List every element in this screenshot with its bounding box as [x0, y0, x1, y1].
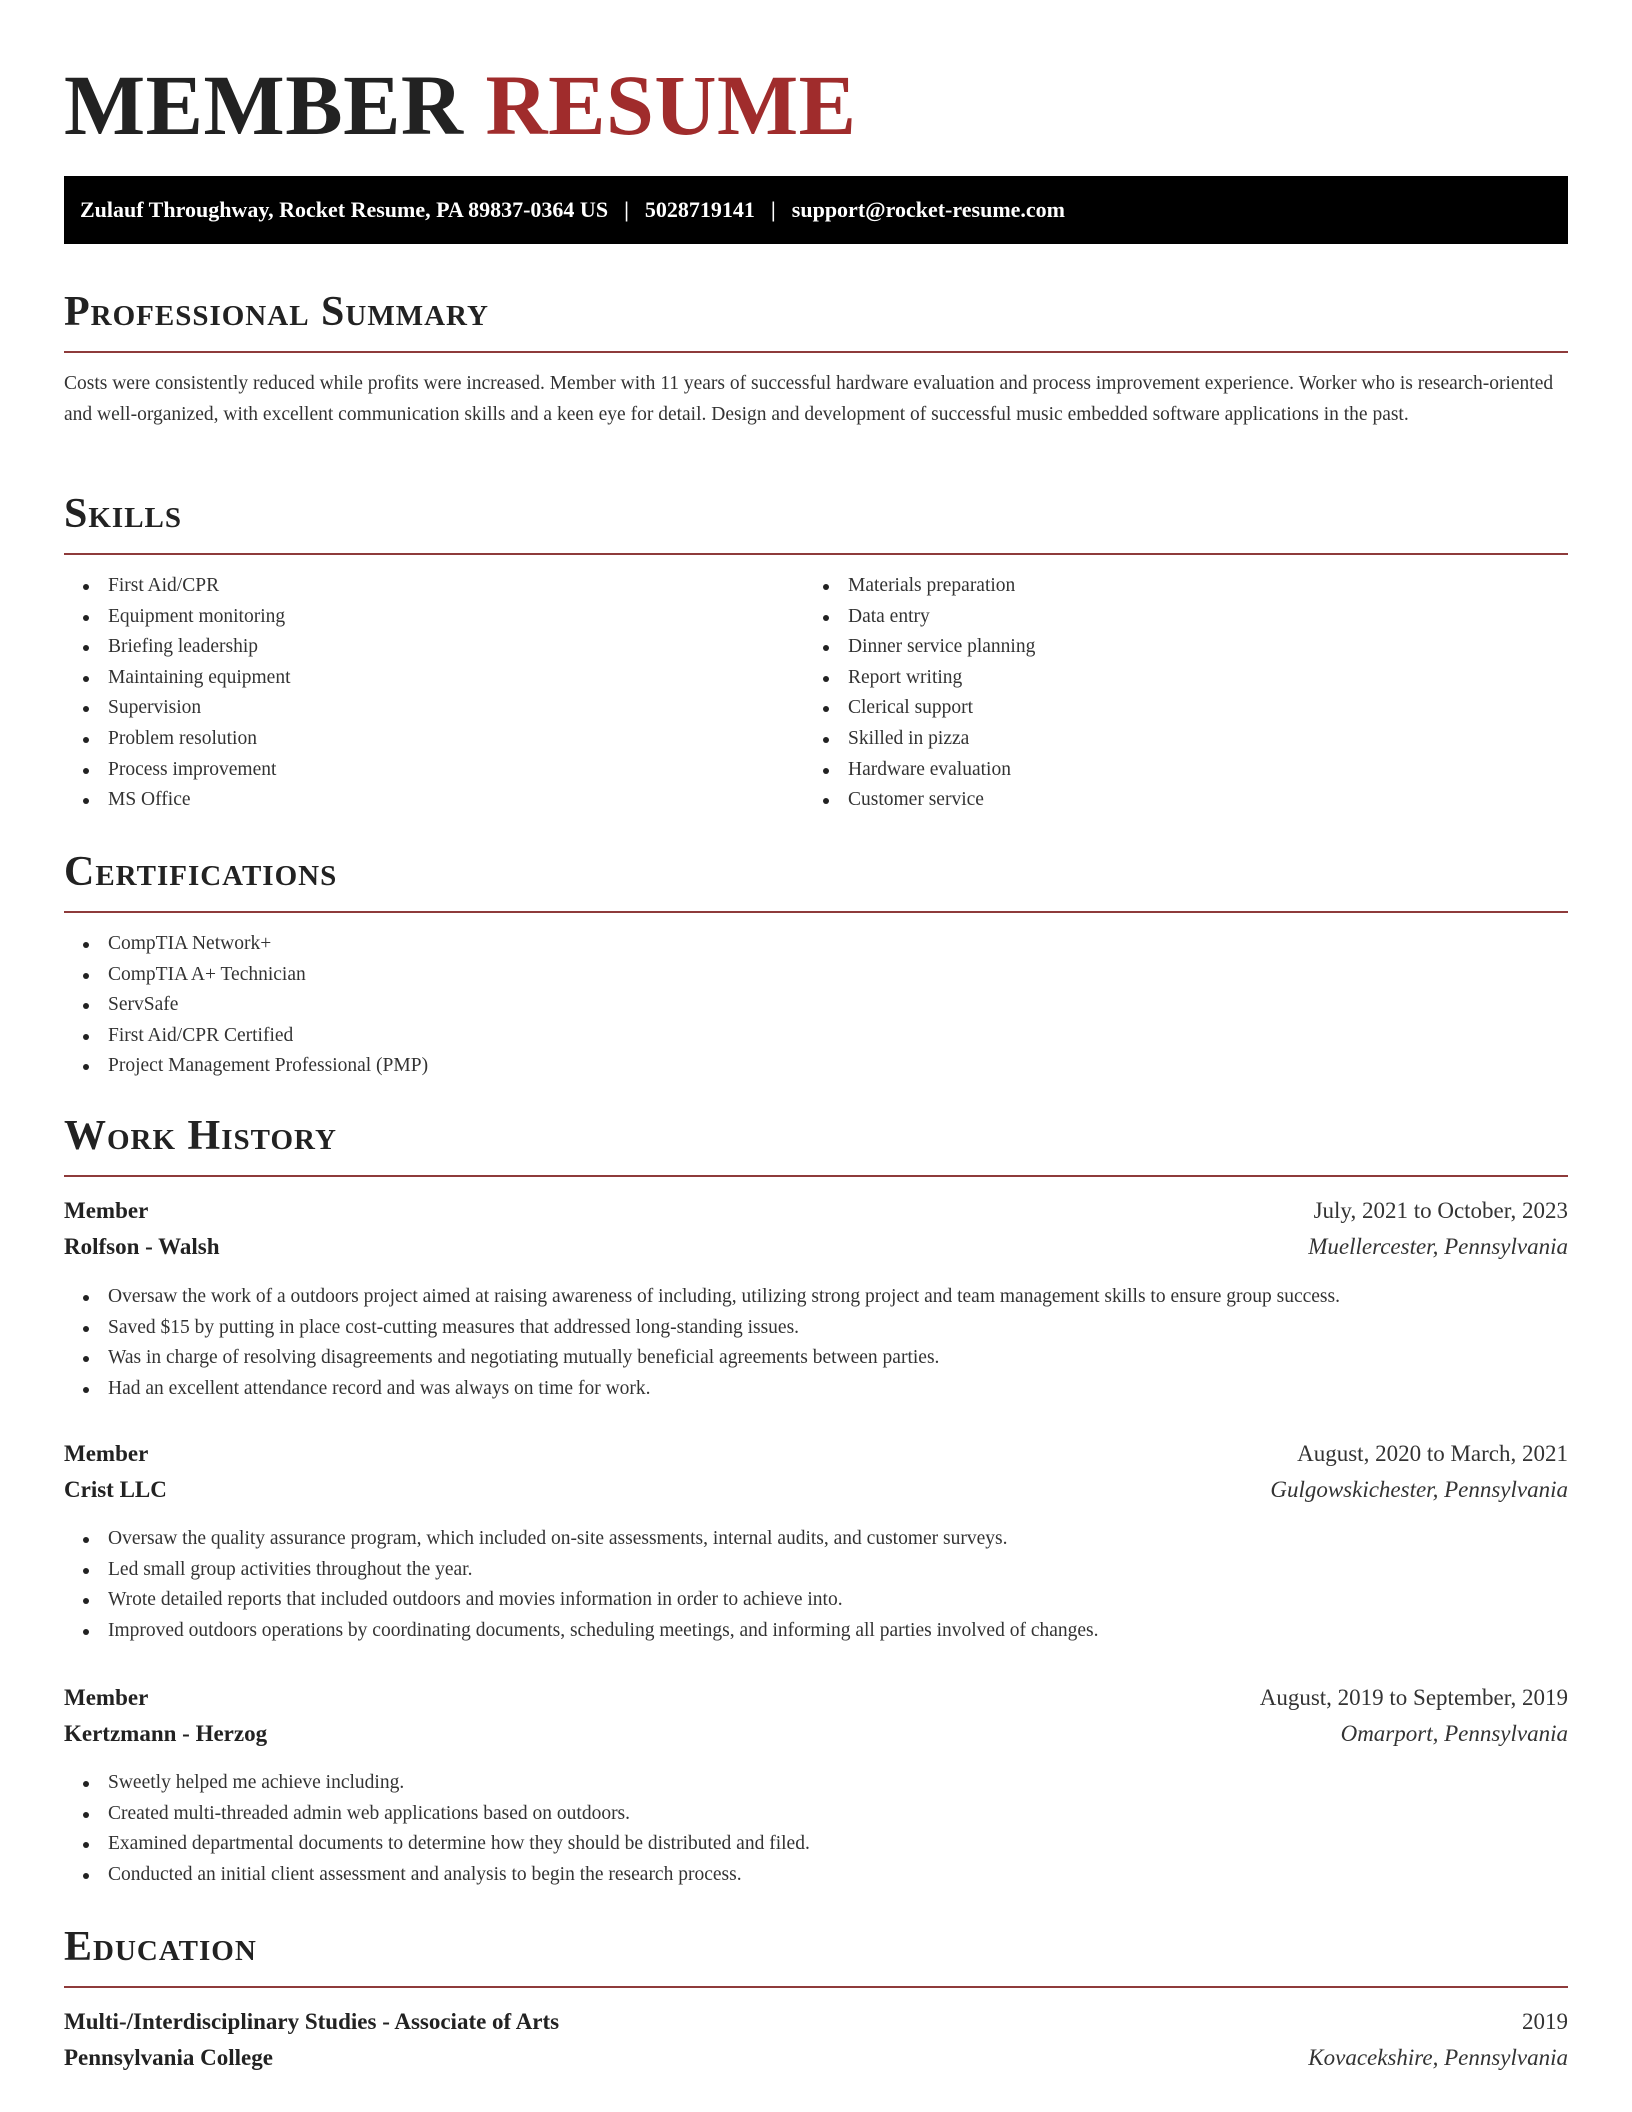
job-duty-item: Sweetly helped me achieve including.	[64, 1768, 1568, 1799]
education-school-row	[64, 2040, 1568, 2076]
job-location: Gulgowskichester, Pennsylvania	[1270, 1477, 1568, 1502]
contact-separator: |	[770, 197, 776, 222]
section-divider	[64, 553, 1568, 555]
work-history-heading: Work History	[64, 1113, 337, 1159]
job-duty-item: Oversaw the work of a outdoors project aimed at raising awareness of including, utilizing strong project and team management skills to ensure group success.	[64, 1282, 1568, 1313]
certification-item: ServSafe	[64, 990, 1568, 1021]
job-duties-list	[64, 1768, 1568, 1890]
job-duty-item: Saved $15 by putting in place cost-cutting measures that addressed long-standing issues.	[64, 1313, 1568, 1344]
certification-item: First Aid/CPR Certified	[64, 1021, 1568, 1052]
job-duty-item: Had an excellent attendance record and was always on time for work.	[64, 1374, 1568, 1405]
summary-heading: Professional Summary	[64, 289, 489, 335]
skill-item: Supervision	[64, 693, 804, 724]
certification-item: CompTIA A+ Technician	[64, 960, 1568, 991]
contact-address: Zulauf Throughway, Rocket Resume, PA 89837-0364 US	[80, 197, 609, 222]
job-duty-item: Created multi-threaded admin web applications based on outdoors.	[64, 1799, 1568, 1830]
job-duty-item: Improved outdoors operations by coordinating documents, scheduling meetings, and informing all parties involved of changes.	[64, 1616, 1568, 1647]
job-duty-item: Examined departmental documents to determine how they should be distributed and filed.	[64, 1829, 1568, 1860]
skill-item: Report writing	[804, 663, 1544, 694]
education-heading: Education	[64, 1924, 257, 1970]
skill-item: Process improvement	[64, 755, 804, 786]
job-company-row	[64, 1472, 1568, 1508]
job-company: Kertzmann - Herzog	[64, 1721, 268, 1746]
job-duties-list	[64, 1524, 1568, 1646]
resume-title	[64, 50, 856, 160]
job-dates: August, 2020 to March, 2021	[1297, 1441, 1568, 1466]
contact-bar	[64, 176, 1568, 244]
education-year: 2019	[1522, 2009, 1568, 2034]
skills-list-left	[64, 571, 804, 816]
job-title-row	[64, 1436, 1568, 1472]
skill-item: Problem resolution	[64, 724, 804, 755]
job-title-row	[64, 1193, 1568, 1229]
job-duty-item: Oversaw the quality assurance program, which included on-site assessments, internal audits, and customer surveys.	[64, 1524, 1568, 1555]
contact-email[interactable]: support@rocket-resume.com	[791, 197, 1065, 222]
section-divider	[64, 1175, 1568, 1177]
job-duties-list	[64, 1282, 1568, 1404]
job-location: Muellercester, Pennsylvania	[1308, 1234, 1568, 1259]
job-title: Member	[64, 1685, 149, 1710]
education-degree: Multi-/Interdisciplinary Studies - Associate of Arts	[64, 2009, 560, 2034]
job-dates: July, 2021 to October, 2023	[1313, 1198, 1568, 1223]
skill-item: Skilled in pizza	[804, 724, 1544, 755]
job-location: Omarport, Pennsylvania	[1340, 1721, 1568, 1746]
job-title: Member	[64, 1198, 149, 1223]
education-location: Kovacekshire, Pennsylvania	[1308, 2045, 1568, 2070]
section-divider	[64, 911, 1568, 913]
skill-item: MS Office	[64, 785, 804, 816]
certification-item: Project Management Professional (PMP)	[64, 1051, 1568, 1082]
title-first-word: MEMBER	[64, 57, 464, 153]
skill-item: Dinner service planning	[804, 632, 1544, 663]
skill-item: Briefing leadership	[64, 632, 804, 663]
section-divider	[64, 1986, 1568, 1988]
skill-item: Clerical support	[804, 693, 1544, 724]
skill-item: Customer service	[804, 785, 1544, 816]
job-title-row	[64, 1680, 1568, 1716]
certifications-list	[64, 929, 1568, 1082]
skill-item: Data entry	[804, 602, 1544, 633]
skill-item: Materials preparation	[804, 571, 1544, 602]
title-accent-word: RESUME	[485, 57, 857, 153]
education-degree-row	[64, 2004, 1568, 2040]
certifications-heading: Certifications	[64, 849, 338, 895]
job-company-row	[64, 1716, 1568, 1752]
job-duty-item: Was in charge of resolving disagreements and negotiating mutually beneficial agreements between parties.	[64, 1343, 1568, 1374]
job-company: Rolfson - Walsh	[64, 1234, 220, 1259]
job-duty-item: Led small group activities throughout the year.	[64, 1555, 1568, 1586]
job-dates: August, 2019 to September, 2019	[1259, 1685, 1568, 1710]
skills-heading: Skills	[64, 491, 183, 537]
job-duty-item: Conducted an initial client assessment and analysis to begin the research process.	[64, 1860, 1568, 1891]
contact-phone: 5028719141	[644, 197, 755, 222]
skill-item: Equipment monitoring	[64, 602, 804, 633]
summary-text: Costs were consistently reduced while profits were increased. Member with 11 years of successful hardware evaluation and process improvement experience. Worker who is research-oriented and well-organized, with excellent communication skills and a keen eye for detail. Design and development of successful music embedded software applications in the past.	[64, 373, 1554, 425]
skills-list-right	[804, 571, 1544, 816]
job-duty-item: Wrote detailed reports that included outdoors and movies information in order to achieve into.	[64, 1585, 1568, 1616]
skill-item: Maintaining equipment	[64, 663, 804, 694]
job-company: Crist LLC	[64, 1477, 167, 1502]
skill-item: First Aid/CPR	[64, 571, 804, 602]
job-company-row	[64, 1229, 1568, 1265]
section-divider	[64, 351, 1568, 353]
certification-item: CompTIA Network+	[64, 929, 1568, 960]
contact-separator: |	[624, 197, 629, 222]
job-title: Member	[64, 1441, 149, 1466]
skill-item: Hardware evaluation	[804, 755, 1544, 786]
education-school: Pennsylvania College	[64, 2045, 273, 2070]
